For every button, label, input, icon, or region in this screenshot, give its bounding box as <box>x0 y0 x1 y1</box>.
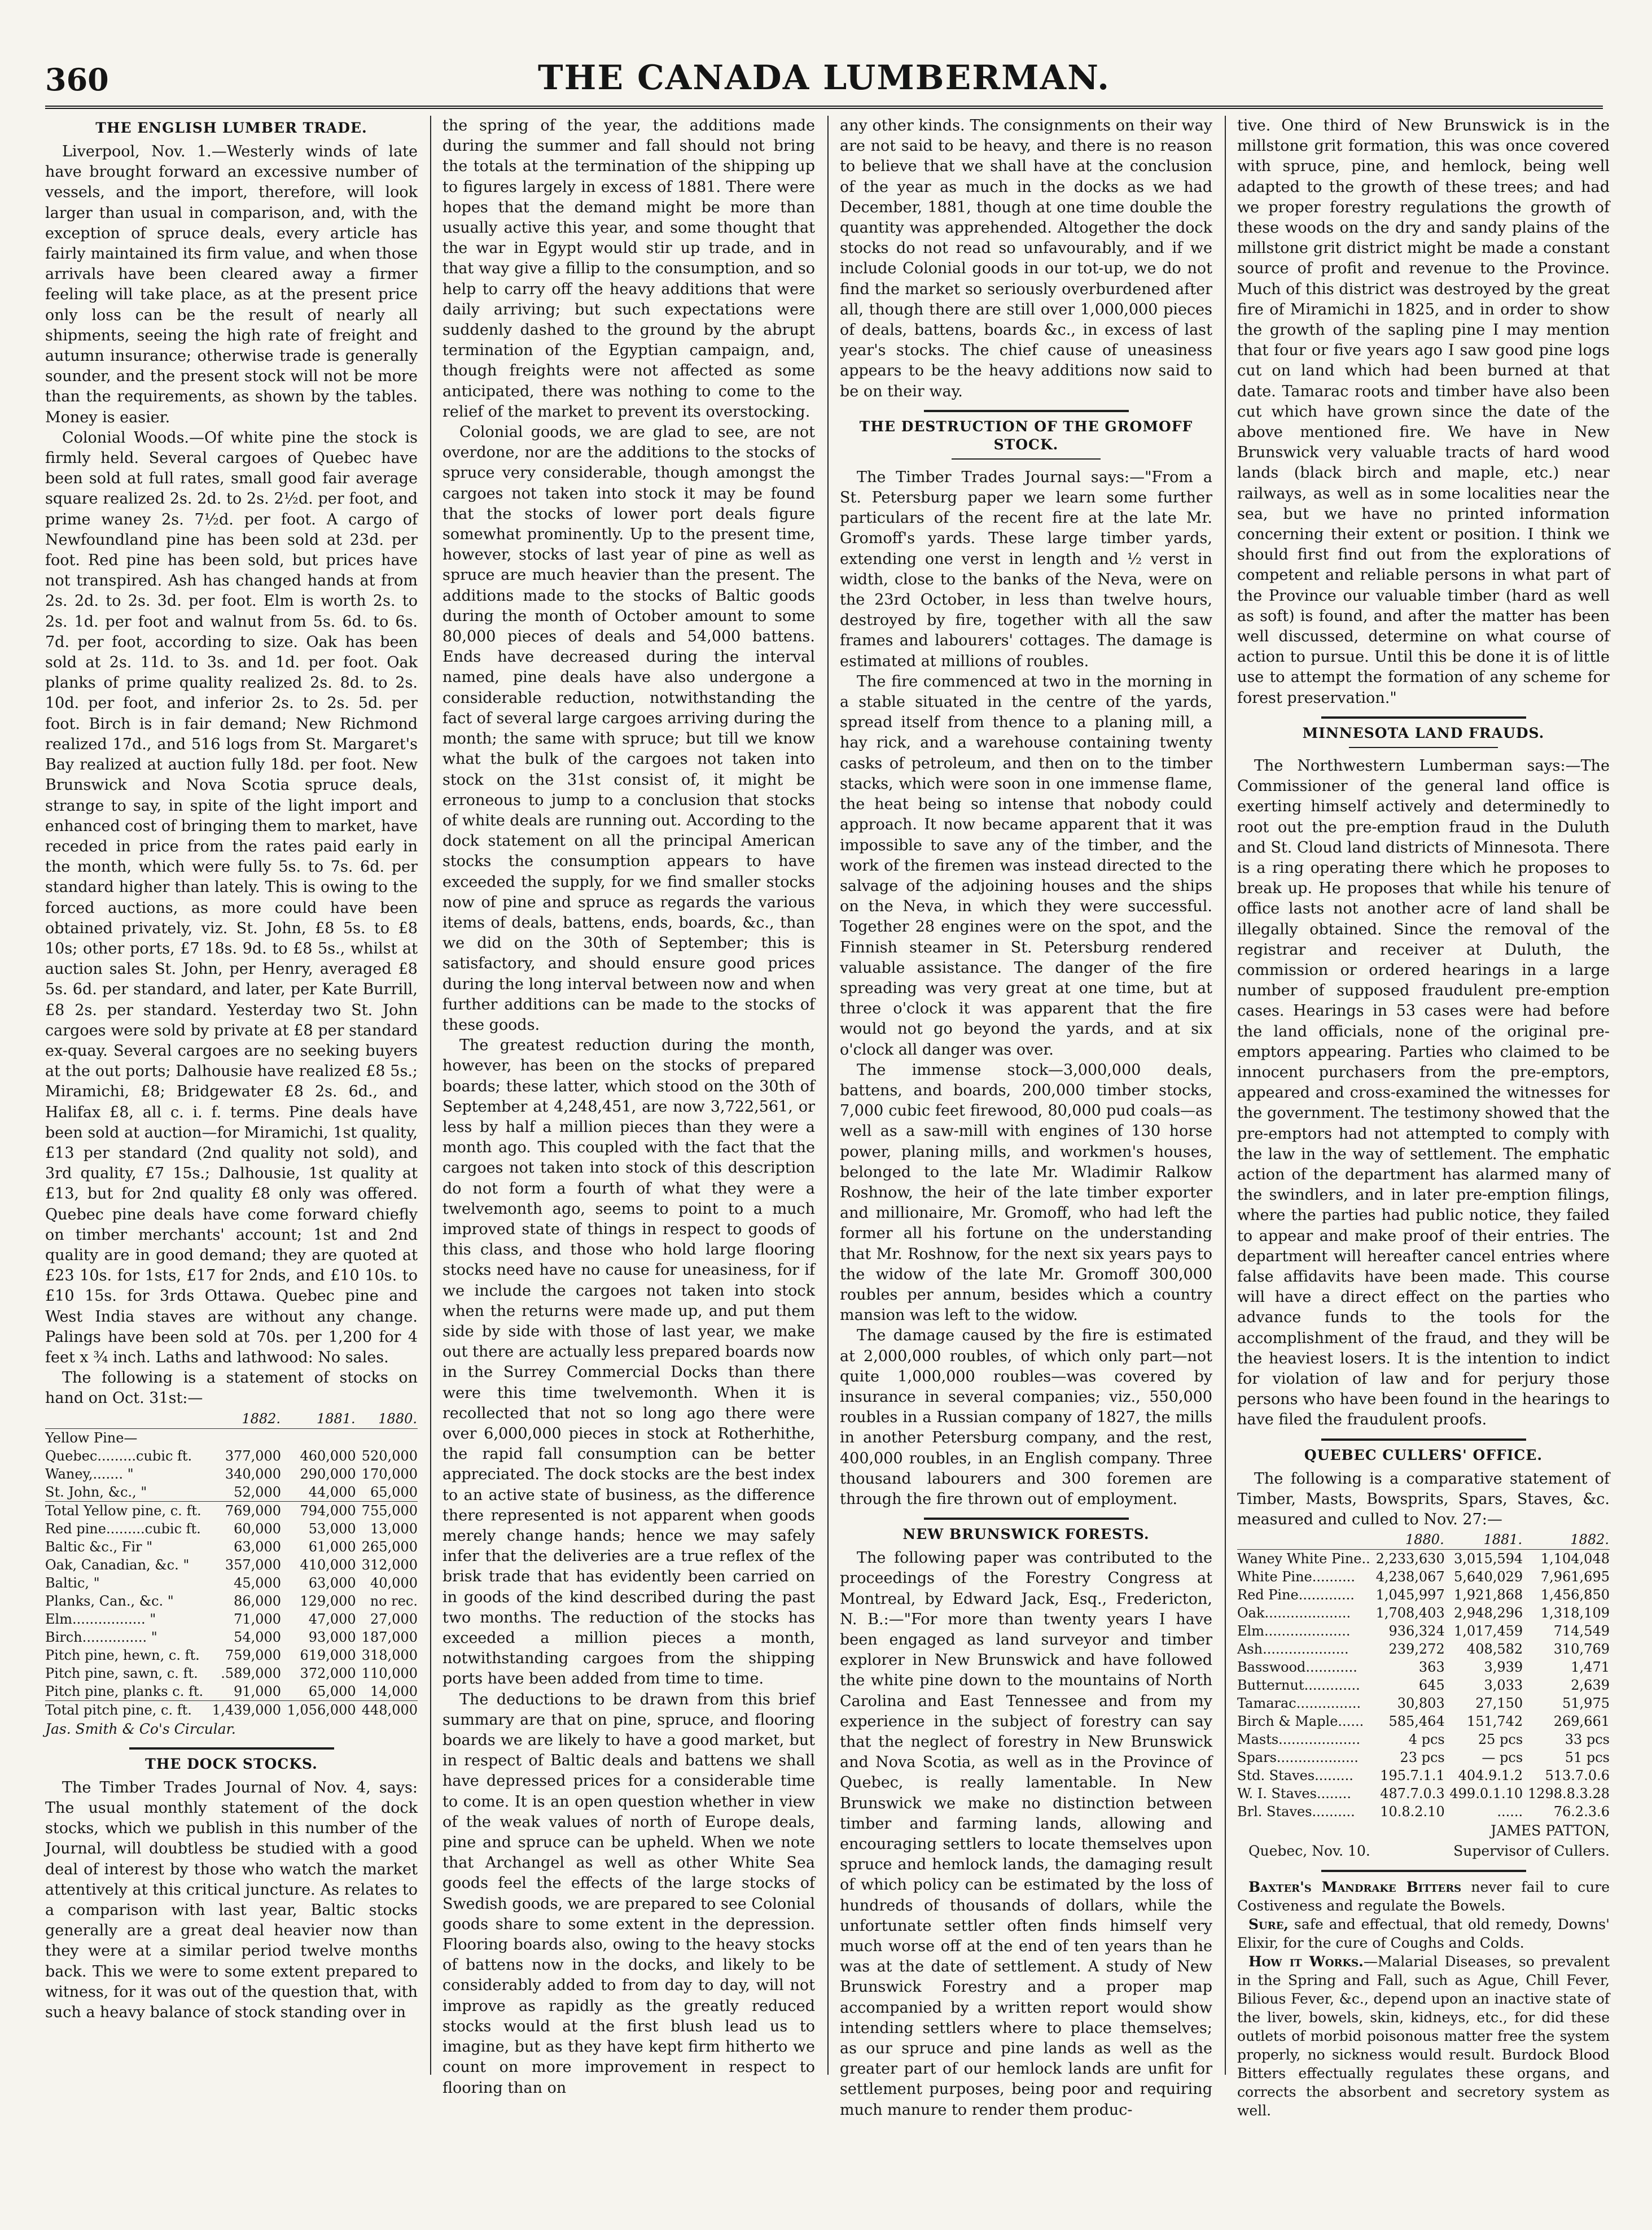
row-value: 53,000 <box>308 1520 356 1537</box>
row-value: 47,000 <box>308 1611 356 1627</box>
row-value: 63,000 <box>308 1575 356 1591</box>
row-value: 110,000 <box>361 1665 418 1681</box>
row-value: 1,708,403 <box>1375 1605 1445 1621</box>
row-value: 1,921,868 <box>1454 1587 1523 1603</box>
article-paragraph: The Timber Trades Journal of Nov. 4, says: The usual monthly statement of the dock stocks, which we publish in this number of the Journal, will doubtless be studied with a good deal of interest by those who watch the market attentively at this critical juncture. As relates to a comparison with last year, Baltic stocks generally are a great deal heavier now than they were at a similar period twelve months back. This we were to some extent prepared to witness, for it was out of the question that, with such a heavy balance of stock standing over in <box>45 1778 418 2022</box>
table-row <box>1237 1748 1610 1766</box>
table-row <box>1237 1622 1610 1640</box>
table-row <box>1237 1694 1610 1712</box>
notice-paragraph <box>1237 1915 1610 1952</box>
row-label: Oak, Canadian, &c. " <box>45 1556 190 1573</box>
signature-name: JAMES PATTON, <box>1491 1822 1610 1839</box>
year-header: 1881. <box>281 1409 356 1429</box>
section-divider <box>1321 1438 1526 1441</box>
table-row <box>1237 1604 1610 1622</box>
signature-office: Supervisor of Cullers. <box>1453 1843 1610 1860</box>
row-value: 448,000 <box>356 1700 418 1719</box>
row-value: 340,000 <box>225 1466 282 1482</box>
row-value: 5,640,029 <box>1454 1569 1523 1585</box>
row-label: Elm.................... <box>1237 1623 1351 1639</box>
article-paragraph: Liverpool, Nov. 1.—Westerly winds of late have brought forward an excessive number of vessels, and the import, therefore, will look larger than usual in comparison, and, with the exception of spruce deals, every article has fairly maintained its firm value, and when those arrivals have been cleared away a firmer feeling will take place, as at the present price only loss can be the result of nearly all shipments, seeing the high rate of freight and autumn insurance; otherwise trade is generally sounder, and the present stock will not be more than the requirements, as shown by the tables. Money is easier. <box>45 143 418 426</box>
table-row <box>45 1556 418 1574</box>
row-value: 91,000 <box>234 1683 282 1699</box>
row-value: 310,769 <box>1553 1641 1610 1658</box>
row-value: 499.0.1.10 <box>1449 1786 1523 1802</box>
row-value: 1,045,997 <box>1375 1587 1445 1603</box>
row-value: 14,000 <box>370 1683 418 1699</box>
row-value: 4,238,067 <box>1375 1569 1445 1585</box>
row-value: 1,471 <box>1571 1659 1610 1676</box>
table-row <box>1237 1766 1610 1785</box>
row-label: Brl. Staves.......... <box>1237 1804 1355 1820</box>
notice-paragraph <box>1237 1878 1610 1915</box>
row-value: 30,803 <box>1397 1695 1445 1712</box>
row-value: 27,000 <box>370 1611 418 1627</box>
table-row <box>1237 1676 1610 1694</box>
row-value: 3,033 <box>1484 1677 1523 1694</box>
row-value: 585,464 <box>1388 1713 1445 1730</box>
article-paragraph: tive. One third of New Brunswick is in the millstone grit formation, this was once covered with spruce, pine, and hemlock, being well adapted to the growth of these trees; and had we proper forestry regulations the growth of these woods on the dry and sandy plains of the millstone grit district might be made a constant source of profit and revenue to the Province. Much of this district was destroyed by the great fire of Miramichi in 1825, and in order to show the growth of the sapling pine I may mention that four or five years ago I saw good pine logs cut on land which had been burned at that date. Tamarac roots and timber have also been cut which have grown since the date of the above mentioned fire. We have in New Brunswick very valuable tracts of hard wood lands (black birch and maple, etc.) near railways, as well as in some localities near the sea, but we have no printed information concerning their extent or position. I think we should first find out from the explorations of competent and reliable persons in what part of the Province our valuable timber (hard as well as soft) is found, and after the matter has been well discussed, determine on what course of action to pursue. Until this be done it is of little use to attempt the formation of any scheme for forest preservation." <box>1237 117 1610 707</box>
table-row <box>1237 1730 1610 1748</box>
column-4 <box>1237 116 1610 2119</box>
row-label: Butternut............. <box>1237 1677 1360 1694</box>
article-paragraph: The Northwestern Lumberman says:—The Commissioner of the general land office is exerting himself actively and determinedly to root out the pre-emption fraud in the Duluth and St. Cloud land districts of Minnesota. There is a ring operating there which he proposes to break up. He proposes that while his tenure of office lasts not another acre of land shall be illegally obtained. Since the removal of the registrar and receiver at Duluth, the commission or ordered hearings in a large number of supposed fraudulent pre-emption cases. Hearings in 53 cases were had before the land officials, none of the original pre-emptors appearing. Parties who claimed to be innocent purchasers from the pre-emptors, appeared and cross-examined the witnesses for the government. The testimony showed that the pre-emptors had not attempted to comply with the law in the way of settlement. The emphatic action of the department has alarmed many of the swindlers, and in later pre-emption filings, where the parties had public notice, they failed to appear and make proof of their entries. The department will hereafter cancel entries where false affidavits have been made. This course will have a direct effect on the parties who advance funds to the tools for the accomplishment of the fraud, and they will be the heaviest losers. It is the intention to indict for violation of law and for perjury those persons who have been found in the hearings to have filed the fraudulent proofs. <box>1237 757 1610 1429</box>
row-value: 794,000 <box>281 1501 356 1520</box>
row-label: Baltic &c., Fir " <box>45 1538 153 1555</box>
row-value: 10.8.2.10 <box>1380 1804 1445 1820</box>
row-value: 1,456,850 <box>1540 1587 1610 1603</box>
table-row <box>45 1520 418 1538</box>
row-value: 714,549 <box>1553 1623 1610 1639</box>
column-1 <box>45 116 418 2075</box>
table-row <box>1237 1803 1610 1821</box>
minnesota-land-frauds-heading: MINNESOTA LAND FRAUDS. <box>1302 724 1545 741</box>
column-rule <box>1225 116 1226 2075</box>
masthead-title: THE CANADA LUMBERMAN. <box>538 58 1110 98</box>
row-value: 520,000 <box>361 1448 418 1464</box>
row-value: 769,000 <box>206 1501 281 1520</box>
stocks-source: Jas. Smith & Co's Circular. <box>45 1720 236 1737</box>
notice-text: —Malarial Diseases, so prevalent in the Spring and Fall, such as Ague, Chill Fever, Bilious Fever, &c., depend upon an inactive state of the liver, bowels, skin, kidneys, etc., for did these outlets of morbid poisonous matter free the system properly, no sickness would result. Burdock Blood Bitters effectually regulates these organs, and corrects the absorbent and secretory system as well. <box>1237 1953 1610 2119</box>
row-label: Birch & Maple...... <box>1237 1713 1364 1730</box>
table-row <box>1237 1712 1610 1730</box>
row-value: 65,000 <box>308 1683 356 1699</box>
section-divider <box>1321 1870 1526 1872</box>
row-value: 408,582 <box>1466 1641 1523 1658</box>
row-value: no rec. <box>370 1593 418 1609</box>
column-rule <box>430 116 431 2075</box>
row-value: 1,439,000 <box>206 1700 281 1719</box>
row-value: 170,000 <box>361 1466 418 1482</box>
row-value: 60,000 <box>234 1520 282 1537</box>
table-row <box>45 1610 418 1628</box>
row-value: 290,000 <box>300 1466 356 1482</box>
row-label: Waney,....... " <box>45 1466 134 1482</box>
row-value: 1,104,048 <box>1540 1551 1610 1567</box>
row-value: 54,000 <box>234 1629 282 1645</box>
article-paragraph: The Timber Trades Journal says:—"From a St. Petersburg paper we learn some further particulars of the recent fire at the late Mr. Gromoff's yards. These large timber yards, extending one verst in length and ½ verst in width, close to the banks of the Neva, were on the 23rd October, in less than twelve hours, destroyed by fire, together with all the saw frames and labourers' cottages. The damage is estimated at millions of roubles. <box>840 468 1212 670</box>
notice-lead: How it Works. <box>1248 1953 1364 1970</box>
row-value: 410,000 <box>300 1556 356 1573</box>
article-paragraph: The following paper was contributed to the proceedings of the Forestry Congress at Montreal, by Edward Jack, Esq., Fredericton, N. B.:—"For more than twenty years I have been engaged as land surveyor and timber explorer in New Brunswick and have followed the white pine down to the mountains of North Carolina and East Tennessee and from my experience in the subject of forestry can say that the neglect of forestry in New Brunswick and Nova Scotia, as well as in the Province of Quebec, is really lamentable. In New Brunswick we make no distinction between timber and farming lands, allowing and encouraging settlers to locate themselves upon spruce and hemlock lands, the damaging result of which policy can be estimated by the loss of hundreds of thousands of dollars, while the unfortunate settler often finds himself very much worse off at the end of ten years than he was at the date of settlement. A study of New Brunswick Forestry and a proper map accompanied by a written report would show intending settlers where to place themselves; as our spruce and pine lands as well as the greater part of our hemlock lands are unfit for settlement purposes, being poor and requiring much manure to render them produc- <box>840 1549 1212 2119</box>
row-value: 269,661 <box>1553 1713 1610 1730</box>
page-number: 360 <box>45 62 109 98</box>
section-divider <box>1321 716 1526 719</box>
table-row <box>45 1700 418 1719</box>
table-row <box>1237 1785 1610 1803</box>
row-value: — pcs <box>1482 1750 1523 1766</box>
row-value: 460,000 <box>300 1448 356 1464</box>
row-value: 40,000 <box>370 1575 418 1591</box>
table-row <box>45 1664 418 1682</box>
row-value: 25 pcs <box>1478 1731 1523 1748</box>
table-row <box>45 1447 418 1465</box>
article-paragraph: Colonial goods, we are glad to see, are not overdone, nor are the additions to the stocks of spruce very considerable, though amongst the cargoes not taken into stock it may be found that the stocks of lower port deals figure somewhat prominently. Up to the present time, however, stocks of last year of pine as well as spruce are much heavier than the present. The additions made to the stocks of Baltic goods during the month of October amount to some 80,000 pieces of deals and 54,000 battens. Ends have decreased during the interval named, pine deals have also undergone a considerable reduction, notwithstanding the fact of several large cargoes arriving during the month; the same with spruce; but till we know what the bulk of the cargoes not taken into stock on the 31st consist of, it might be erroneous to jump to a conclusion that stocks of white deals are running out. According to the dock statement on all the principal American stocks the consumption appears to have exceeded the supply, for we find smaller stocks now of pine and spruce as regards the various items of deals, battens, ends, boards, &c., than we did on the 30th of September; this is satisfactory, and should ensure good prices during the long interval between now and when further additions can be made to the stocks of these goods. <box>442 423 815 1034</box>
article-paragraph: The greatest reduction during the month, however, has been on the stocks of prepared boards; these latter, which stood on the 30th of September at 4,248,451, are now 3,722,561, or less by half a million pieces than they were a month ago. This coupled with the fact that the cargoes not taken into stock of this description do not form a fourth of what they were a twelvemonth ago, seems to point to a much improved state of things in respect to goods of this class, and those who hold large flooring stocks need have no cause for uneasiness, for if we include the cargoes not taken into stock when the returns were made up, and put them side by side with those of last year, we make out there are actually less prepared boards now in the Surrey Commercial Docks than there were this time twelvemonth. When it is recollected that not so long ago there were over 6,000,000 pieces in stock at Rotherhithe, the rapid fall consumption can be better appreciated. The dock stocks are the best index to an active state of business, as the difference there represented is not apparent when goods merely change hands; hence we may safely infer that the deliveries are a true reflex of the brisk trade that has evidently been carried on in goods of the kind described during the past two months. The reduction of the stocks has exceeded a million pieces a month, notwithstanding cargoes from the shipping ports have been added from time to time. <box>442 1037 815 1688</box>
row-value: 27,150 <box>1475 1695 1523 1712</box>
row-label: Spars................... <box>1237 1750 1359 1766</box>
section-divider <box>924 1518 1129 1520</box>
year-header: 1882. <box>1523 1530 1610 1550</box>
row-value: 129,000 <box>300 1593 356 1609</box>
table-group-label: Yellow Pine— <box>45 1429 138 1446</box>
gromoff-stock-heading: THE DESTRUCTION OF THE GROMOFF STOCK. <box>859 418 1193 453</box>
row-label: Tamarac............... <box>1237 1695 1361 1712</box>
row-value: .589,000 <box>221 1665 282 1681</box>
row-value: 2,233,630 <box>1375 1551 1445 1567</box>
row-value: 51,975 <box>1562 1695 1610 1712</box>
row-label: Baltic, " <box>45 1575 100 1591</box>
row-value: ...... <box>1497 1804 1523 1820</box>
row-value: 45,000 <box>234 1575 282 1591</box>
row-value: 195.7.1.1 <box>1380 1768 1445 1784</box>
table-row <box>1237 1568 1610 1586</box>
row-value: 239,272 <box>1388 1641 1445 1658</box>
row-value: 52,000 <box>234 1484 282 1500</box>
table-row <box>45 1538 418 1556</box>
row-value: 23 pcs <box>1400 1750 1445 1766</box>
row-value: 357,000 <box>225 1556 282 1573</box>
row-label: White Pine.......... <box>1237 1569 1356 1585</box>
row-value: 63,000 <box>234 1538 282 1555</box>
dock-stocks-heading: THE DOCK STOCKS. <box>145 1755 318 1772</box>
row-value: 1,056,000 <box>281 1700 356 1719</box>
table-row <box>1237 1550 1610 1568</box>
row-label: Ash.................... <box>1237 1641 1349 1658</box>
row-value: 265,000 <box>361 1538 418 1555</box>
row-label: Waney White Pine.. <box>1237 1551 1370 1567</box>
row-label: Total Yellow pine, c. ft. <box>45 1501 206 1520</box>
table-row <box>45 1574 418 1592</box>
row-label: Masts................... <box>1237 1731 1361 1748</box>
row-value: 51 pcs <box>1565 1750 1610 1766</box>
article-paragraph: The following is a comparative statement of Timber, Masts, Bowsprits, Spars, Staves, &c. measured and culled to Nov. 27:— <box>1237 1470 1610 1528</box>
row-value: 936,324 <box>1388 1623 1445 1639</box>
row-value: 65,000 <box>370 1484 418 1500</box>
article-paragraph: The fire commenced at two in the morning in a stable situated in the centre of the yards, spread itself from thence to a planing mill, a hay rick, and a warehouse containing twenty casks of petroleum, and then on to the timber stacks, which were soon in one immense flame, the heat being so intense that nobody could approach. It now became apparent that it was impossible to save any of the timber, and the work of the firemen was instead directed to the salvage of the adjoining houses and the ships on the Neva, in which they were successful. Together 28 engines were on the spot, and the Finnish steamer in St. Petersburg rendered valuable assistance. The danger of the fire spreading was very great at one time, but at three o'clock it was apparent that the fire would not go beyond the yards, and at six o'clock all danger was over. <box>840 672 1212 1059</box>
new-brunswick-forests-heading: NEW BRUNSWICK FORESTS. <box>902 1526 1150 1543</box>
row-value: 755,000 <box>356 1501 418 1520</box>
article-paragraph: The damage caused by the fire is estimated at 2,000,000 roubles, of which only part—not quite 1,000,000 roubles—was covered by insurance in several companies; viz., 550,000 roubles in a Russian company of 1827, the mills in another Petersburg company, and the rest, 400,000 roubles, in an English company. Three thousand labourers and 300 foremen are through the fire thrown out of employment. <box>840 1327 1212 1508</box>
row-label: St. John, &c., " <box>45 1484 147 1500</box>
row-label: Total pitch pine, c. ft. <box>45 1700 206 1719</box>
article-paragraph: Colonial Woods.—Of white pine the stock is firmly held. Several cargoes of Quebec have been sold at full rates, small good fair average square realized 2s. 2d. to 2s. 2½d. per foot, and prime waney 2s. 7½d. per foot. A cargo of Newfoundland pine has been sold at 23d. per foot. Red pine has been sold, but prices have not transpired. Ash has changed hands at from 2s. 2d. to 2s. 3d. per foot. Elm is worth 2s. to 2s. 1d. per foot and walnut from 5s. 6d. to 6s. 7d. per foot, according to size. Oak has been sold at 2s. 11d. to 3s. and 1d. per foot. Oak planks of prime quality realized 2s. 8d. to 2s. 10d. per foot, and inferior 2s. to 2s. 5d. per foot. Birch is in fair demand; New Richmond realized 17d., and 516 logs from St. Margaret's Bay realized at auction fully 18d. per foot. New Brunswick and Nova Scotia spruce deals, strange to say, in spite of the light import and enhanced cost of bringing them to market, have receded in price from the rates paid early in the month, which were fully 5s. to 7s. 6d. per standard higher than lately. This is owing to the forced auctions, as more could have been obtained privately, viz. St. John, £8 5s. to £8 10s; other ports, £7 18s. 9d. to £8 5s., whilst at auction sales St. John, per Henry, averaged £8 5s. 6d. per standard, and later, per Kate Burrill, £8 2s. per standard. Yesterday two St. John cargoes were sold by private at £8 per standard ex-quay. Several cargoes are no seeking buyers at the out ports; Dalhousie have realized £8 5s.; Miramichi, £8; Bridgewater £8 2s. 6d., and Halifax £8, all c. i. f. terms. Pine deals have been sold at auction—for Miramichi, 1st quality, £13 per standard (2nd quality not sold), and 3rd quality, £7 15s.; Dalhousie, 1st quality at £13, but for 2nd quality £8 only was offered. Quebec pine deals have come forward chiefly on timber merchants' account; 1st and 2nd quality are in good demand; they are quoted at £23 10s. for 1sts, £17 for 2nds, and £10 10s. to £10 15s. for 3rds Ottawa. Quebec pine and West India staves are without any change. Palings have been sold at 70s. per 1,200 for 4 feet x ¾ inch. Laths and lathwood: No sales. <box>45 428 418 1366</box>
row-value: 404.9.1.2 <box>1458 1768 1523 1784</box>
column-2 <box>442 116 815 2097</box>
table-row <box>45 1483 418 1502</box>
row-value: 1,318,109 <box>1540 1605 1610 1621</box>
row-label: W. I. Staves........ <box>1237 1786 1351 1802</box>
section-divider <box>952 458 1101 460</box>
section-divider <box>1349 747 1498 748</box>
row-value: 13,000 <box>370 1520 418 1537</box>
table-row <box>1237 1640 1610 1658</box>
column-rule <box>827 116 829 2075</box>
signature-place: Quebec, Nov. 10. <box>1248 1843 1370 1860</box>
row-value: 645 <box>1418 1677 1445 1694</box>
row-value: 513.7.0.6 <box>1545 1768 1610 1784</box>
table-row <box>45 1682 418 1701</box>
section-divider <box>129 1747 334 1750</box>
table-row <box>45 1592 418 1610</box>
row-value: 372,000 <box>300 1665 356 1681</box>
article-paragraph: The immense stock—3,000,000 deals, battens, and boards, 200,000 timber stocks, 7,000 cubic feet firewood, 80,000 pud coals—as well as a saw-mill with engines of 130 horse power, planing mills, and workmen's houses, belonged to the late Mr. Wladimir Ralkow Roshnow, the heir of the late timber exporter and millionaire, Mr. Gromoff, who had left the former all his fortune on the understanding that Mr. Roshnow, for the next six years pays to the widow of the late Mr. Gromoff 300,000 roubles per annum, besides which a country mansion was left to the widow. <box>840 1061 1212 1324</box>
signature-line <box>1237 1841 1610 1861</box>
row-value: 76.2.3.6 <box>1553 1804 1610 1820</box>
cullers-table <box>1237 1530 1610 1821</box>
row-value: 1,017,459 <box>1454 1623 1523 1639</box>
row-label: Basswood............ <box>1237 1659 1357 1676</box>
row-label: Elm................. " <box>45 1611 156 1627</box>
row-label: Red pine.........cubic ft. <box>45 1520 201 1537</box>
row-value: 7,961,695 <box>1540 1569 1610 1585</box>
table-row <box>45 1628 418 1646</box>
row-value: 86,000 <box>234 1593 282 1609</box>
stocks-table <box>45 1409 418 1719</box>
row-value: 2,948,296 <box>1454 1605 1523 1621</box>
notice-lead: Sure, <box>1248 1916 1289 1932</box>
table-row <box>45 1501 418 1520</box>
article-paragraph: The deductions to be drawn from this brief summary are that on pine, spruce, and flooring boards we are likely to have a good market, but in respect of Baltic deals and battens we shall have depressed prices for a considerable time to come. It is an open question whether in view of the weak values of north of Europe deals, pine and spruce can be upheld. When we note that Archangel as well as other White Sea goods feel the effects of the large stocks of Swedish goods, we are prepared to see Colonial goods share to some extent in the depression. Flooring boards also, owing to the heavy stocks of battens now in the docks, and likely to be considerably added to from day to day, will not improve as rapidly as the greatly reduced stocks would at the first blush lead us to imagine, but as they have kept firm hitherto we count on more improvement in respect to flooring than on <box>442 1690 815 2097</box>
column-3 <box>840 116 1212 2119</box>
table-row <box>1237 1658 1610 1676</box>
row-label: Pitch pine, sawn, c. ft. <box>45 1665 198 1681</box>
row-label: Red Pine............. <box>1237 1587 1355 1603</box>
row-value: 318,000 <box>361 1647 418 1663</box>
year-header: 1881. <box>1445 1530 1523 1550</box>
year-header: 1880. <box>356 1409 418 1429</box>
english-lumber-trade-heading: THE ENGLISH LUMBER TRADE. <box>95 120 367 136</box>
row-value: 363 <box>1418 1659 1445 1676</box>
page-bottom-margin <box>68 2089 1592 2179</box>
row-value: 33 pcs <box>1565 1731 1610 1748</box>
row-value: 759,000 <box>225 1647 282 1663</box>
row-label: Pitch pine, planks c. ft. <box>45 1683 204 1699</box>
section-divider <box>924 410 1129 412</box>
page-header <box>45 54 1603 109</box>
row-value: 312,000 <box>361 1556 418 1573</box>
row-label: Planks, Can., &c. " <box>45 1593 174 1609</box>
row-value: 377,000 <box>225 1448 282 1464</box>
row-value: 3,015,594 <box>1454 1551 1523 1567</box>
notice-text: safe and effectual, that old remedy, Downs' Elixir, for the cure of Coughs and Colds. <box>1237 1916 1610 1951</box>
year-header: 1882. <box>206 1409 281 1429</box>
row-value: 61,000 <box>308 1538 356 1555</box>
article-paragraph: any other kinds. The consignments on their way are not said to be heavy, and there is no reason to believe that we shall have at the conclusion of the year as much in the docks as we had December, 1881, though at one time double the quantity was apprehended. Altogether the dock stocks do not read so unfavourably, and if we include Colonial goods in our tot-up, we do not find the market so seriously overburdened after all, though there are still over 1,000,000 pieces of deals, battens, boards &c., in excess of last year's stocks. The chief cause of uneasiness appears to be the heavy additions now said to be on their way. <box>840 117 1212 400</box>
table-row <box>45 1646 418 1664</box>
row-value: 151,742 <box>1466 1713 1523 1730</box>
notices <box>1237 1878 1610 2120</box>
row-label: Oak.................... <box>1237 1605 1351 1621</box>
row-value: 1298.8.3.28 <box>1527 1786 1610 1802</box>
table-row <box>1237 1586 1610 1604</box>
quebec-cullers-heading: QUEBEC CULLERS' OFFICE. <box>1304 1446 1543 1463</box>
row-value: 93,000 <box>308 1629 356 1645</box>
row-value: 44,000 <box>308 1484 356 1500</box>
row-label: Std. Staves......... <box>1237 1768 1353 1784</box>
row-label: Birch............... " <box>45 1629 157 1645</box>
row-value: 619,000 <box>300 1647 356 1663</box>
table-row <box>45 1465 418 1483</box>
row-label: Pitch pine, hewn, c. ft. <box>45 1647 200 1663</box>
notice-text: never fail to cure Costiveness and regulate the Bowels. <box>1237 1878 1610 1914</box>
article-paragraph: The following is a statement of stocks on hand on Oct. 31st:— <box>45 1369 418 1407</box>
row-label: Quebec.........cubic ft. <box>45 1448 192 1464</box>
row-value: 2,639 <box>1571 1677 1610 1694</box>
row-value: 4 pcs <box>1408 1731 1445 1748</box>
row-value: 187,000 <box>361 1629 418 1645</box>
row-value: 3,939 <box>1484 1659 1523 1676</box>
row-value: 487.7.0.3 <box>1380 1786 1445 1802</box>
row-value: 71,000 <box>234 1611 282 1627</box>
notice-lead: Baxter's Mandrake Bitters <box>1248 1878 1462 1895</box>
article-paragraph: the spring of the year, the additions made during the summer and fall should not bring the totals at the termination of the shipping up to figures largely in excess of 1881. There were hopes that the demand might be more than usually active this year, and some thought that the war in Egypt would stir up trade, and in that way give a fillip to the consumption, and so help to carry off the heavy additions that were daily arriving; but such expectations were suddenly dashed to the ground by the abrupt termination of the Egyptian campaign, and, though freights were not affected as some anticipated, there was nothing to come to the relief of the market to prevent its overstocking. <box>442 117 815 421</box>
year-header: 1880. <box>1371 1530 1445 1550</box>
